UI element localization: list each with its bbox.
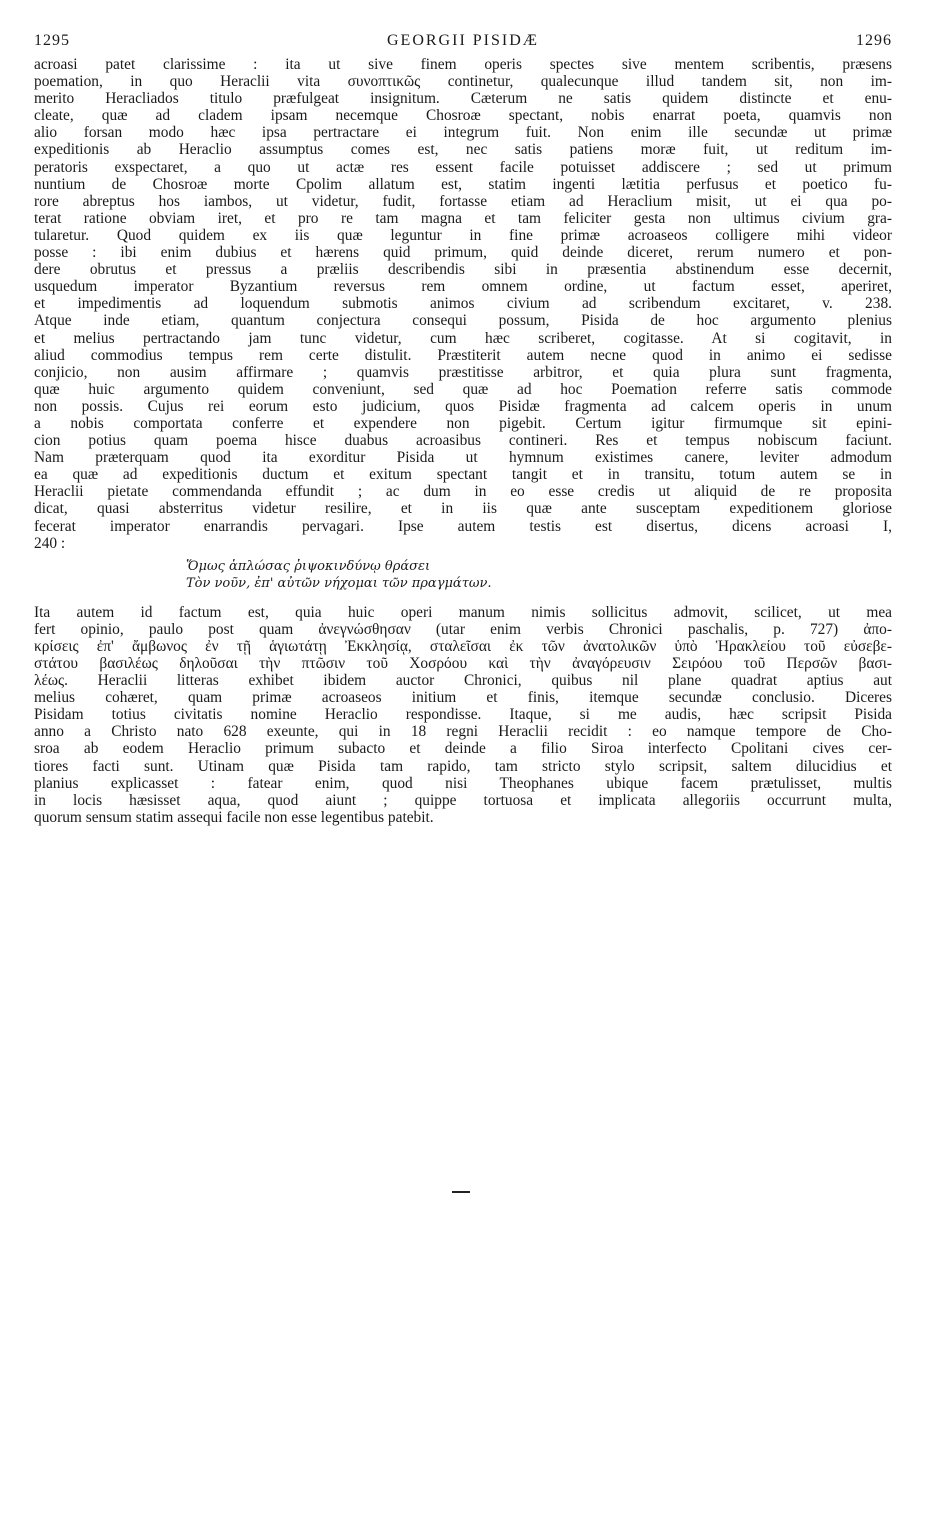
text-line: terat ratione obviam iret, et pro re tam magna et tam feliciter gesta non ultimus civium gra- bbox=[34, 209, 892, 227]
text-line: fert opinio, paulo post quam ἀνεγνώσθησαν (utar enim verbis Chronici paschalis, p. 727) ἀπο- bbox=[34, 620, 892, 638]
text-line: melius cohæret, quam primæ acroaseos initium et finis, itemque secundæ conclusio. Diceres bbox=[34, 689, 892, 707]
left-page-number: 1295 bbox=[34, 32, 70, 49]
text-line: Heraclii pietate commendanda effundit ; ac dum in eo esse credis ut aliquid de re proposita bbox=[34, 483, 892, 501]
text-line: rore abreptus hos iambos, ut videtur, fudit, fortasse etiam ad Heraclium misit, ut ei qua po- bbox=[34, 192, 892, 210]
right-page-number: 1296 bbox=[856, 32, 892, 49]
running-title: GEORGII PISIDÆ bbox=[387, 32, 539, 49]
text-line: nuntium de Chosroæ morte Cpolim allatum est, statim ingenti lætitia perfusus et poetico fu- bbox=[34, 175, 892, 193]
text-line: 240 : bbox=[34, 534, 66, 552]
page bbox=[34, 32, 892, 826]
paragraph-1 bbox=[34, 56, 892, 552]
text-line: Ita autem id factum est, quia huic operi manum nimis sollicitus admovit, scilicet, ut mea bbox=[34, 603, 892, 621]
text-line: expeditionis ab Heraclio assumptus comes est, nec satis patiens moræ fuit, ut reditum im- bbox=[34, 141, 892, 159]
text-line: Nam præterquam quod ita exorditur Pisida ut hymnum existimes canere, leviter admodum bbox=[34, 449, 892, 467]
text-line: posse : ibi enim dubius et hærens quid primum, quid deinde diceret, rerum numero et pon- bbox=[34, 244, 892, 262]
text-line: usquedum imperator Byzantium reversus rem omnem ordine, ut factum esset, aperiret, bbox=[34, 278, 892, 296]
text-line: λέως. Heraclii litteras exhibet ibidem auctor Chronici, quibus nil plane quadrat aptius aut bbox=[34, 672, 892, 690]
text-line: merito Heracliados titulo præfulgeat insignitum. Cæterum ne satis quidem distincte et enu- bbox=[34, 90, 892, 108]
text-line: non possis. Cujus rei eorum esto judicium, quos Pisidæ fragmenta ad calcem operis in unum bbox=[34, 397, 892, 415]
text-line: fecerat imperator enarrandis pervagari. Ipse autem testis est disertus, dicens acroasi I, bbox=[34, 517, 892, 535]
text-line: a nobis comportata conferre et expendere non pigebit. Certum igitur firmumque sit epini- bbox=[34, 414, 892, 432]
text-line: tiores facti sunt. Utinam quæ Pisida tam rapido, tam stricto stylo scripsit, saltem dilucidius et bbox=[34, 757, 892, 775]
text-line: cion potius quam poema hisce duabus acroasibus contineri. Res et tempus nobiscum faciunt. bbox=[34, 432, 892, 450]
text-line: planius explicasset : fatear enim, quod nisi Theophanes ubique facem prætulisset, multis bbox=[34, 774, 892, 792]
text-line: aliud commodius tempus rem certe distulit. Præstiterit autem necne quod in animo ei sedisse bbox=[34, 346, 892, 364]
text-line: quorum sensum statim assequi facile non esse legentibus patebit. bbox=[34, 808, 434, 826]
text-line: anno a Christo nato 628 exeunte, qui in 18 regni Heraclii recidit : eo namque tempore de Cho- bbox=[34, 723, 892, 741]
text-line: dicat, quasi absterritus videtur resilire, et in iis quæ ante susceptam expeditionem gloriose bbox=[34, 500, 892, 518]
text-line: στάτου βασιλέως δηλοῦσαι τὴν πτῶσιν τοῦ Χοσρόου καὶ τὴν ἀναγόρευσιν Σειρόου τοῦ Περσῶν βασι- bbox=[34, 655, 892, 672]
text-line: sroa ab eodem Heraclio primum subacto et deinde a filio Siroa interfecto Cpolitani cives cer- bbox=[34, 740, 892, 758]
text-line: Pisidam totius civitatis nomine Heraclio respondisse. Itaque, si me audis, hæc scripsit Pisida bbox=[34, 706, 892, 724]
text-line: poemation, in quo Heraclii vita συνοπτικῶς continetur, qualecunque illud tandem sit, non im- bbox=[34, 73, 892, 91]
paragraph-2 bbox=[34, 604, 892, 826]
text-line: alio forsan modo hæc ipsa pertractare ei integrum fuit. Non enim ille secundæ ut primæ bbox=[34, 124, 892, 142]
text-line: et melius pertractando jam tunc videtur, cum hæc scriberet, cogitasse. At si cogitavit, in bbox=[34, 329, 892, 347]
text-line: κρίσεις ἐπ' ἄμβωνος ἐν τῇ ἁγιωτάτῃ Ἐκκλησίᾳ, σταλεῖσαι ἐκ τῶν ἀνατολικῶν ὑπὸ Ἡρακλείου τοῦ εὐσεβε- bbox=[34, 637, 892, 655]
running-header bbox=[34, 32, 892, 56]
text-line: Atque inde etiam, quantum conjectura consequi possum, Pisida de hoc argumento plenius bbox=[34, 312, 892, 330]
text-line: peratoris exspectaret, a quo ut actæ res essent facile potuisset addiscere ; sed ut primum bbox=[34, 158, 892, 176]
text-line: dere obrutus et pressus a præliis describendis sibi in præsentia abstinendum esse decernit, bbox=[34, 261, 892, 279]
greek-verse-quote bbox=[186, 558, 892, 592]
text-line: ea quæ ad expeditionis ductum et exitum spectant tangit et in transitu, totum autem se in bbox=[34, 466, 892, 484]
verse-line: Τὸν νοῦν, ἐπ' αὐτῶν νήχομαι τῶν πραγμάτων. bbox=[186, 575, 492, 591]
text-line: et impedimentis ad loquendum submotis animos civium ad scribendum excitaret, v. 238. bbox=[34, 295, 892, 313]
text-line: in locis hæsisset aqua, quod aiunt ; quippe tortuosa et implicata allegoriis occurrunt multa, bbox=[34, 791, 892, 809]
text-line: quæ huic argumento quidem conveniunt, sed quæ ad hoc Poemation referre satis commode bbox=[34, 380, 892, 398]
verse-line: Ὅμως ἁπλώσας ῥιψοκινδύνῳ θράσει bbox=[186, 558, 431, 574]
text-line: conjicio, non ausim affirmare ; quamvis præstitisse arbitror, et quia plura sunt fragmenta, bbox=[34, 363, 892, 381]
text-line: tularetur. Quod quidem ex iis quæ leguntur in fine primæ acroaseos colligere mihi videor bbox=[34, 226, 892, 244]
text-line: cleate, quæ ad cladem ipsam necemque Chosroæ spectant, nobis enarrat poeta, quamvis non bbox=[34, 107, 892, 125]
text-line: acroasi patet clarissime : ita ut sive finem operis spectes sive mentem scribentis, præsens bbox=[34, 56, 892, 73]
end-rule bbox=[452, 1191, 470, 1193]
